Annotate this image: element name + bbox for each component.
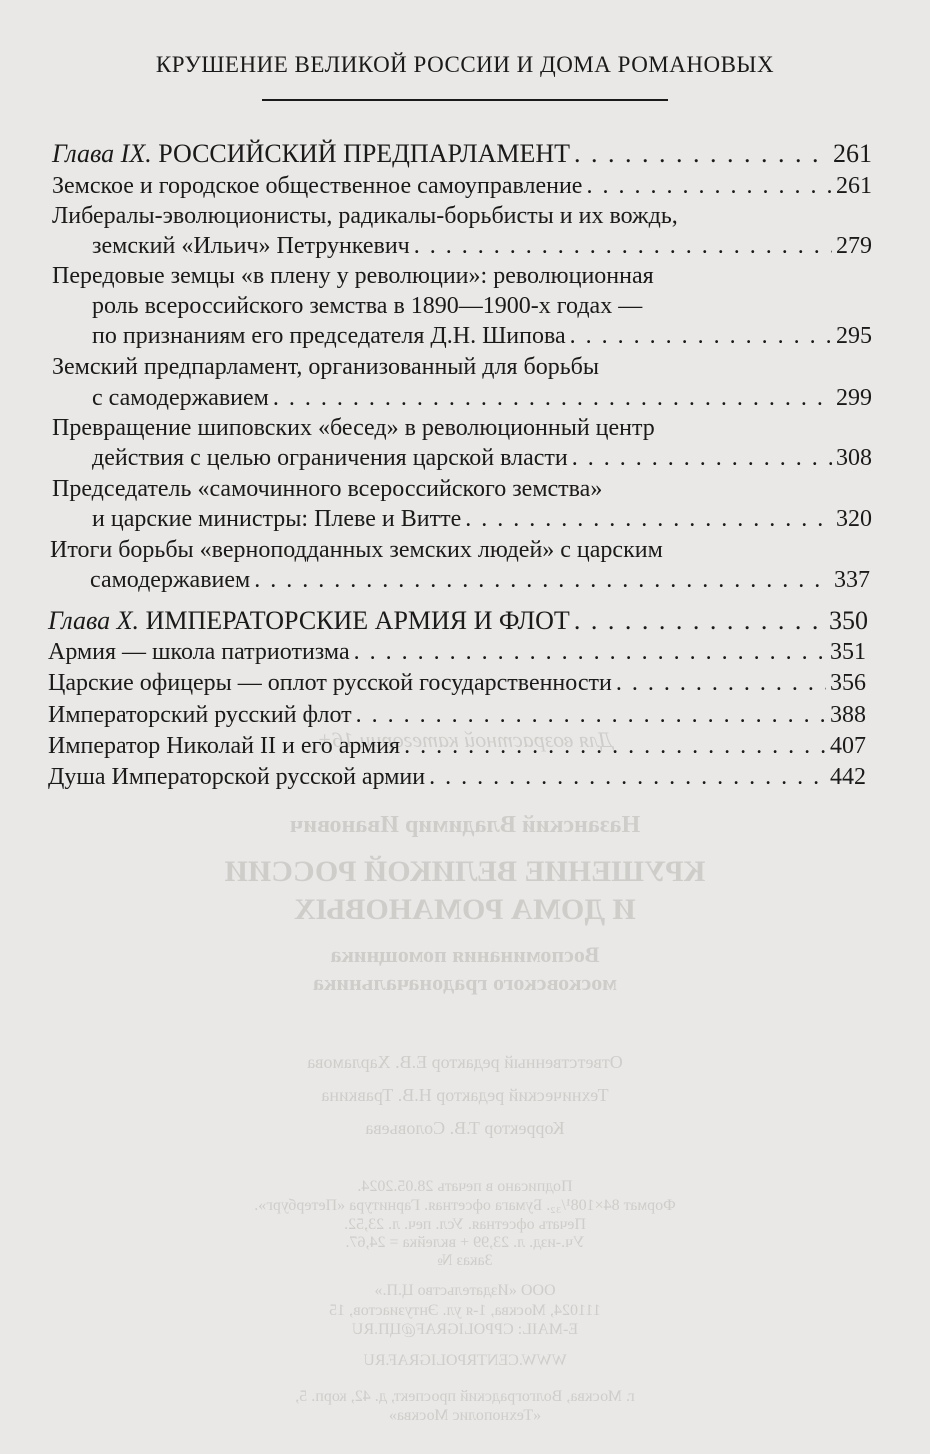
leader-dots [572, 443, 832, 473]
entry-text: самодержавием [90, 567, 251, 593]
show-through-title-1: КРУШЕНИЕ ВЕЛИКОЙ РОССИИ [224, 855, 706, 888]
toc-entry [52, 171, 872, 201]
show-through-imprint: Печать офсетная. Усл. печ. л. 23,52. [344, 1216, 586, 1233]
entry-text: Передовые земцы «в плену у революции»: революционная [52, 263, 654, 289]
show-through-credit: Технический редактор Н.В. Травкина [321, 1085, 609, 1105]
show-through-imprint: Подписано в печать 28.05.2024. [357, 1178, 573, 1195]
toc-entry [92, 321, 872, 351]
entry-text: земский «Ильич» Петрункевич [92, 233, 410, 259]
head-rule [262, 99, 668, 101]
leader-dots [574, 606, 825, 636]
leader-dots [465, 504, 832, 534]
entry-text: по признаниям его председателя Д.Н. Шипова [92, 323, 566, 349]
entry-text: действия с целью ограничения царской власти [92, 445, 568, 471]
leader-dots [414, 231, 832, 261]
leader-dots [429, 762, 826, 792]
toc-chapter-9 [52, 139, 872, 169]
leader-dots [356, 700, 826, 730]
entry-text: Земский предпарламент, организованный для борьбы [52, 354, 599, 380]
show-through-author: Назанский Владимир Иванович [289, 812, 641, 838]
toc-entry [90, 565, 870, 595]
entry-text: Императорский русский флот [48, 702, 352, 728]
show-through-imprint: Формат 84×108¹/₃₂. Бумага офсетная. Гарнитура «Петербург». [254, 1197, 676, 1214]
leader-dots [586, 171, 832, 201]
show-through-credit: Ответственный редактор Е.В. Харламова [307, 1052, 623, 1072]
page-number: 295 [836, 323, 872, 349]
page-number: 356 [830, 670, 866, 696]
leader-dots [574, 139, 829, 169]
chapter-title: РОССИЙСКИЙ ПРЕДПАРЛАМЕНТ [158, 139, 571, 168]
show-through-imprint: Заказ № [437, 1252, 493, 1269]
show-through-imprint: г. Москва, Волгоградский проспект, д. 42, корп. 5, [295, 1388, 635, 1405]
entry-text: Император Николай II и его армия [48, 733, 401, 759]
running-head: КРУШЕНИЕ ВЕЛИКОЙ РОССИИ И ДОМА РОМАНОВЫХ [155, 52, 775, 77]
toc-entry [48, 731, 866, 761]
chapter-title: ИМПЕРАТОРСКИЕ АРМИЯ И ФЛОТ [145, 606, 570, 635]
show-through-age-label: Для возрастной категории 16+ [317, 727, 613, 752]
page-number: 350 [829, 606, 868, 635]
entry-text: с самодержавием [92, 385, 269, 411]
entry-text: Итоги борьбы «верноподданных земских людей» с царским [50, 537, 663, 563]
page-number: 351 [830, 639, 866, 665]
page-number: 442 [830, 764, 866, 790]
entry-text: и царские министры: Плеве и Витте [92, 506, 462, 532]
entry-text: Превращение шиповских «бесед» в революционный центр [52, 415, 655, 441]
show-through-imprint: 111024, Москва, 1-я ул. Энтузиастов, 15 [329, 1302, 601, 1319]
leader-dots [273, 383, 832, 413]
entry-text: роль всероссийского земства в 1890—1900-х годах — [92, 293, 643, 319]
page-number: 320 [836, 506, 872, 532]
toc-entry [92, 443, 872, 473]
toc-entry [48, 762, 866, 792]
show-through-imprint: E-MAIL: CPPOLIGRAF@ЦП.RU [351, 1321, 579, 1338]
chapter-label: Глава IX. [52, 139, 152, 168]
entry-text: Либералы-эволюционисты, радикалы-борьбисты и их вождь, [52, 203, 678, 229]
toc-entry [48, 668, 866, 698]
toc-entry [48, 700, 866, 730]
toc-entry [92, 231, 872, 261]
entry-text: Председатель «самочинного всероссийского земства» [52, 476, 603, 502]
page-number: 308 [836, 445, 872, 471]
page-number: 261 [833, 139, 872, 168]
show-through-subtitle-2: московского градоначальника [313, 970, 617, 995]
show-through-imprint: ООО «Издательство Ц.П.» [374, 1282, 556, 1299]
chapter-label: Глава X. [48, 606, 140, 635]
show-through-title-2: И ДОМА РОМАНОВЫХ [294, 893, 636, 926]
show-through-credit: Корректор Т.В. Соловьева [365, 1118, 565, 1138]
leader-dots [254, 565, 830, 595]
toc-entry [92, 504, 872, 534]
show-through-imprint: Уч.-изд. л. 23,99 + вклейка = 24,67. [345, 1234, 585, 1251]
show-through-imprint: WWW.CENTRPOLIGRAF.RU [363, 1352, 567, 1369]
leader-dots [616, 668, 826, 698]
page-number: 261 [836, 173, 872, 199]
leader-dots [570, 321, 832, 351]
page-number: 279 [836, 233, 872, 259]
leader-dots [404, 731, 826, 761]
toc-chapter-10 [48, 606, 868, 636]
page-number: 337 [834, 567, 870, 593]
entry-text: Армия — школа патриотизма [48, 639, 350, 665]
entry-text: Душа Императорской русской армии [48, 764, 426, 790]
toc-entry [92, 383, 872, 413]
entry-text: Царские офицеры — оплот русской государственности [48, 670, 612, 696]
page-number: 299 [836, 385, 872, 411]
page-number: 388 [830, 702, 866, 728]
entry-text: Земское и городское общественное самоуправление [52, 173, 583, 199]
page-number: 407 [830, 733, 866, 759]
show-through-subtitle-1: Воспоминания помощника [330, 942, 600, 967]
show-through-imprint: «Технополис Москва» [388, 1407, 542, 1424]
leader-dots [354, 637, 826, 667]
toc-entry [48, 637, 866, 667]
